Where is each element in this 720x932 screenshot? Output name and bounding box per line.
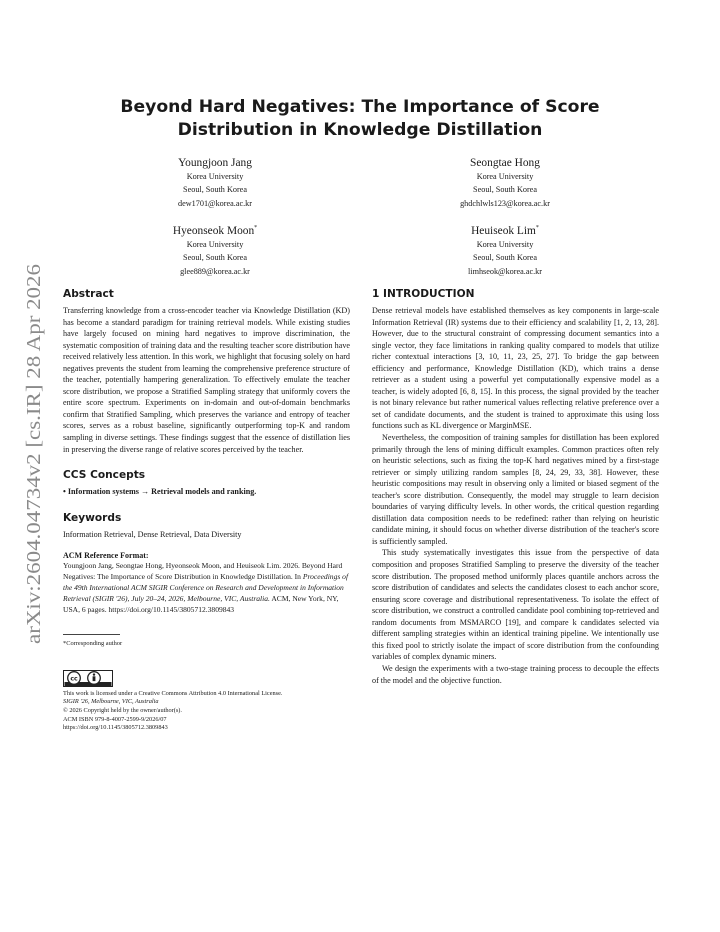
author-email[interactable]: limhseok@korea.ac.kr <box>468 266 542 276</box>
isbn-line: ACM ISBN 979-8-4007-2599-9/2026/07 <box>63 715 167 723</box>
author-location: Seoul, South Korea <box>183 185 247 195</box>
arxiv-id-text: arXiv:2604.04734v2 [cs.IR] 28 Apr 2026 <box>24 319 45 644</box>
author-location: Seoul, South Korea <box>183 253 247 263</box>
author-location: Seoul, South Korea <box>473 253 537 263</box>
ccs-concepts: • Information systems → Retrieval models and ranking. <box>63 487 257 497</box>
arxiv-identifier <box>6 262 52 646</box>
author-block <box>385 221 625 279</box>
corresponding-author-footnote: *Corresponding author <box>63 639 123 647</box>
conference-line: SIGIR '26, Melbourne, VIC, Australia <box>63 698 159 706</box>
intro-paragraph: This study systematically investigates this issue from the perspective of data composition and proposes Stratified Sampling to preserve the diversity of the teacher score distribution. The proposed method uniformly places quantile anchors across the score distribution of candidates and selects the candidates closest to each anchor score, ensuring score coverage and distributional representativeness. To isolate the effect of score distribution, we construct a controlled candidate pool combining top-retrieved and random documents from MSMARCO [19], and compare k candidates selected via different sampling strategies within an identical training pipeline. We intentionally use this fixed pool to strictly isolate the impact of score distribution from the confounding variables of complex dynamic miners. <box>372 548 659 662</box>
corresponding-mark: * <box>254 225 258 231</box>
reference-format-heading: ACM Reference Format: <box>63 551 149 561</box>
corresponding-mark: * <box>535 225 539 231</box>
keywords-heading: Keywords <box>63 511 122 524</box>
author-block <box>95 153 335 211</box>
copyright-line: © 2026 Copyright held by the owner/author(s). <box>63 706 182 714</box>
right-column <box>372 288 659 686</box>
doi-link[interactable]: https://doi.org/10.1145/3805712.3809843 <box>63 724 168 732</box>
ccs-heading: CCS Concepts <box>63 469 146 482</box>
author-location: Seoul, South Korea <box>473 185 537 195</box>
author-name: Heuiseok Lim <box>471 224 536 237</box>
intro-paragraph: Dense retrieval models have established themselves as key components in large-scale Information Retrieval (IR) systems due to their efficiency and scalability [1, 2, 13, 28]. However, due to the structural constraint of compressing document semantics into a single vector, they face limitations in ranking quality compared to models that utilize richer contextual interactions [3, 10, 11, 23, 25, 27]. To bridge the gap between efficiency and performance, Knowledge Distillation (KD), which trains a dense retriever as a student using a powerful yet computationally expensive model as a teacher, is widely adopted [6, 8, 15]. In this process, the signal provided by the teacher is not binary relevance but rather numerical values reflecting relative preference over a set of candidate documents, and the student is trained to approximate this using loss functions such as KL divergence or MarginMSE. <box>372 306 659 431</box>
cc-by-license-icon[interactable] <box>63 670 113 687</box>
author-block <box>385 153 625 211</box>
author-email[interactable]: ghdchlwls123@korea.ac.kr <box>460 198 550 208</box>
reference-format-text: Youngjoon Jang, Seongtae Hong, Hyeonseok Moon, and Heuiseok Lim. 2026. Beyond Hard Negatives: The Importance of Score Distribution in Knowledge Distillation. In Proceedings of the 49th International ACM SIGIR Conference on Research and Development in Information Retrieval (SIGIR '26), July 20–24, 2026, Melbourne, VIC, Australia. ACM, New York, NY, USA, 6 pages. https://doi.org/10.1145/3805712.3809843 <box>63 561 349 614</box>
introduction-heading: 1 INTRODUCTION <box>372 288 475 300</box>
author-name: Hyeonseok Moon <box>172 224 255 237</box>
license-block <box>63 690 350 733</box>
author-block <box>95 221 335 279</box>
author-affiliation: Korea University <box>476 239 534 249</box>
footnote-rule <box>63 634 120 635</box>
paper-title: Beyond Hard Negatives: The Importance of Score Distribution in Knowledge Distillation <box>120 97 600 140</box>
author-email[interactable]: dew1701@korea.ac.kr <box>178 198 252 208</box>
license-line: This work is licensed under a Creative Commons Attribution 4.0 International License. <box>63 689 283 697</box>
author-name: Seongtae Hong <box>470 156 540 169</box>
author-affiliation: Korea University <box>476 171 534 181</box>
abstract-text: Transferring knowledge from a cross-encoder teacher via Knowledge Distillation (KD) has become a standard paradigm for training retrieval models. While existing studies have largely focused on mining hard negatives to improve discrimination, the systematic composition of training data and the resulting teacher score distribution have received relatively less attention. In this work, we highlight that focusing solely on hard negatives prevents the student from learning the comprehensive preference structure of the teacher, potentially hampering generalization. To effectively emulate the teacher score distribution, we propose a Stratified Sampling strategy that uniformly covers the entire score spectrum. Experiments on in-domain and out-of-domain benchmarks confirm that Stratified Sampling, which preserves the variance and entropy of teacher scores, serves as a robust baseline, significantly outperforming top-K and random sampling in diverse settings. These findings suggest that the essence of distillation lies in preserving the diverse range of relative scores perceived by the teacher. <box>63 306 350 454</box>
author-affiliation: Korea University <box>186 171 244 181</box>
author-name: Youngjoon Jang <box>178 156 252 169</box>
abstract-heading: Abstract <box>63 288 114 300</box>
author-affiliation: Korea University <box>186 239 244 249</box>
intro-paragraph: We design the experiments with a two-stage training process to decouple the effects of the model and the objective function. <box>372 663 659 685</box>
intro-paragraph: Nevertheless, the composition of training samples for distillation has been explored primarily through the lens of mining difficult examples. Common practices often rely on heuristic selections, such as fixing the top-K hard negatives mined by a first-stage retriever or simply utilizing random samples [8, 24, 29, 33, 38]. However, these heuristic compositions may result in observing only a limited or biased segment of the teacher's score distribution. Consequently, the model may struggle to learn decision boundaries of varying difficulty levels. In other words, the critical question regarding distillation data composition needs to be redefined: rather than relying on heuristic candidate mining, it should focus on whether diverse distribution of the teacher's score is sufficiently sampled. <box>372 433 659 546</box>
author-email[interactable]: glee889@korea.ac.kr <box>180 266 250 276</box>
keywords-text: Information Retrieval, Dense Retrieval, Data Diversity <box>63 529 242 539</box>
svg-text:cc: cc <box>70 675 78 683</box>
left-column <box>63 288 350 733</box>
